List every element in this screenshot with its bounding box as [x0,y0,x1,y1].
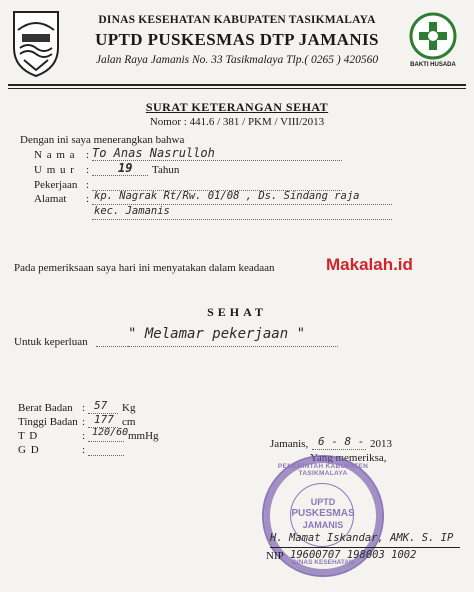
purpose-value: " Melamar pekerjaan " [128,326,306,342]
signature-rule [270,547,460,548]
agency-name: DINAS KESEHATAN KABUPATEN TASIKMALAYA [98,14,376,26]
alamat-line2: kec. Jamanis [94,205,170,217]
exam-statement: Pada pemeriksaan saya hari ini menyatakan dalam keadaan [14,262,275,274]
alamat-line1: kp. Nagrak Rt/Rw. 01/08 , Ds. Sindang raja [94,190,360,202]
document-number: Nomor : 441.6 / 381 / PKM / VIII/2013 [149,116,325,128]
date-year: 2013 [370,438,392,450]
stamp-bottom-text: DINAS KESEHATAN [292,559,354,566]
nip-value: 19600707 198003 1002 [290,549,417,561]
gd-label: G D [18,444,40,456]
umur-unit: Tahun [152,164,180,176]
nama-value: To Anas Nasrulloh [92,146,215,160]
stamp-line-3: JAMANIS [302,520,344,530]
berat-label: Berat Badan [18,402,73,414]
alamat-label: Alamat [34,193,67,205]
stamp-line-1: UPTD [310,497,336,507]
pekerjaan-label: Pekerjaan [34,179,78,191]
berat-value: 57 [94,399,108,412]
examiner-label: Yang memeriksa, [310,452,387,464]
examiner-name: H. Mamat Iskandar, AMK. S. IP [270,532,454,544]
header-rule-thin [8,88,466,89]
document-title: SURAT KETERANGAN SEHAT [145,100,329,114]
tinggi-label: Tinggi Badan [18,416,78,428]
nip-label: NIP [266,550,284,562]
nama-label: N a m a [34,149,76,161]
umur-value: 19 [118,161,133,175]
umur-line [92,175,148,176]
td-value: 120/60 [92,427,129,438]
stamp-outer-text: PEMERINTAH KABUPATEN TASIKMALAYA [277,463,369,477]
stamp-line-2: PUSKESMAS [291,508,355,519]
umur-label: U m u r [34,164,75,176]
tinggi-unit: cm [122,416,136,428]
td-unit: mmHg [128,430,159,442]
organization-address: Jalan Raya Jamanis No. 33 Tasikmalaya Tlp.( 0265 ) 420560 [95,54,379,66]
date-value: 6 - 8 - [318,435,365,448]
organization-name: UPTD PUSKESMAS DTP JAMANIS [95,30,379,49]
berat-unit: Kg [122,402,136,414]
td-label: T D [18,430,39,442]
health-status: SEHAT [207,305,267,319]
purpose-label: Untuk keperluan [14,336,88,348]
place-date-prefix: Jamanis, [270,438,309,450]
bakti-husada-label: BAKTI HUSADA [410,62,456,68]
header-rule-thick [8,84,466,86]
watermark: Makalah.id [326,255,413,274]
tinggi-value: 177 [94,413,114,426]
intro-text: Dengan ini saya menerangkan bahwa [20,134,185,146]
